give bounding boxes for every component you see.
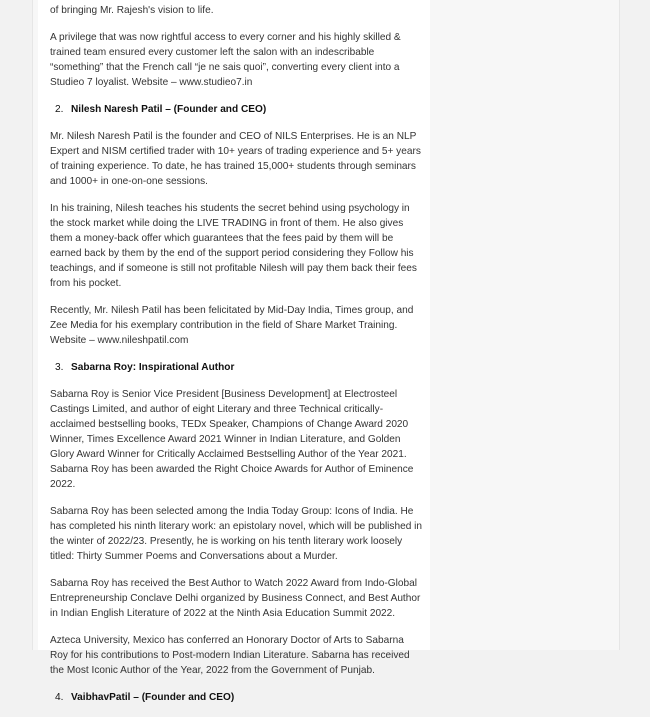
list-number: 3. bbox=[55, 362, 64, 373]
paragraph: Sabarna Roy is Senior Vice President [Business Development] at Electrosteel Castings Limited, and author of eight Literary and three Technical critically-acclaimed bestselling books, TEDx Speaker, Champions of Change Award 2020 Winner, Times Excellence Award 2021 Winner in Indian Literature, and Golden Glory Award Winner for Critically Acclaimed Bestselling Author of the Year 2021. Sabarna Roy has been awarded the Right Choice Awards for Author of Eminence 2022. bbox=[50, 389, 414, 490]
paragraph: In his training, Nilesh teaches his students the secret behind using psychology in the stock market while doing the LIVE TRADING in front of them. He also gives them a money-back offer which guarantees that the fees paid by them will be earned back by them by the end of the support period considering they Follow his teachings, and if someone is still not profitable Nilesh will pay them back their fees from his pocket. bbox=[50, 203, 417, 289]
paragraph: Sabarna Roy has been selected among the India Today Group: Icons of India. He has completed his ninth literary work: an epistolary novel, which will be published in the winter of 2022/23. Presently, he is working on his tenth literary work loosely titled: Thirty Summer Poems and Conversations about a Murder. bbox=[50, 506, 422, 562]
paragraph: Recently, Mr. Nilesh Patil has been felicitated by Mid-Day India, Times group, and Zee Media for his exemplary contribution in the field of Share Market Training. Website – www.nileshpatil.com bbox=[50, 305, 414, 346]
section-heading-3 bbox=[50, 360, 422, 375]
section-heading-4 bbox=[50, 690, 422, 705]
paragraph: Sabarna Roy has received the Best Author to Watch 2022 Award from Indo-Global Entrepreneurship Conclave Delhi organized by Business Connect, and Best Author in Indian English Literature of 2022 at the Ninth Asia Education Summit 2022. bbox=[50, 578, 421, 619]
heading-title: VaibhavPatil – (Founder and CEO) bbox=[71, 692, 235, 703]
paragraph: A privilege that was now rightful access to every corner and his highly skilled & trained team ensured every customer left the salon with an indescribable “something” that the French call “je ne sais quoi”, converting every client into a Studieo 7 loyalist. Website – www.studieo7.in bbox=[50, 32, 401, 88]
paragraph: Mr. Nilesh Naresh Patil is the founder and CEO of NILS Enterprises. He is an NLP Expert and NISM certified trader with 10+ years of trading experience and 5+ years of training experience. To date, he has trained 15,000+ students through seminars and 1000+ in one-on-one sessions. bbox=[50, 131, 421, 187]
paragraph: of bringing Mr. Rajesh's vision to life. bbox=[50, 5, 214, 16]
list-number: 4. bbox=[55, 692, 64, 703]
heading-title: Nilesh Naresh Patil – (Founder and CEO) bbox=[71, 104, 267, 115]
list-number: 2. bbox=[55, 104, 64, 115]
article-content bbox=[50, 0, 422, 717]
paragraph: Azteca University, Mexico has conferred an Honorary Doctor of Arts to Sabarna Roy for his contributions to Post-modern Indian Literature. Sabarna has received the Most Iconic Author of the Year, 2022 from the Government of Punjab. bbox=[50, 635, 410, 676]
heading-title: Sabarna Roy: Inspirational Author bbox=[71, 362, 235, 373]
section-heading-2 bbox=[50, 102, 422, 117]
